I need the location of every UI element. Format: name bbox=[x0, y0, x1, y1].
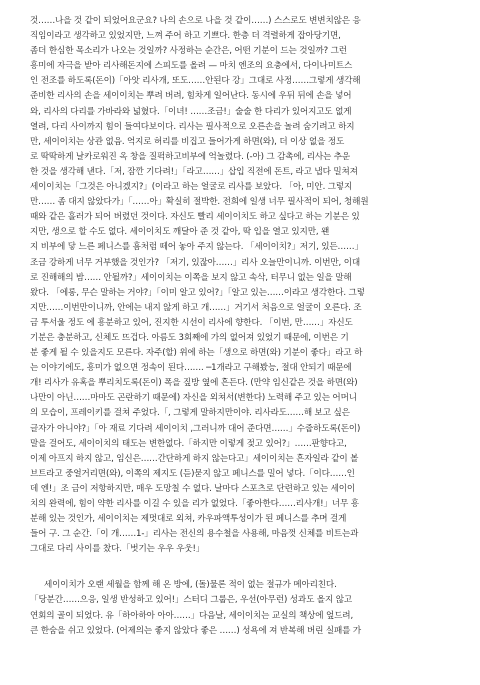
text-line: 데 엔!」조 금이 저항하지만, 매우 도망칠 수 없다. 날마다 스포츠로 단련하고 있는 세이이 bbox=[30, 483, 356, 494]
text-line: 준비한 리사의 손을 세이이치는 뿌려 버려, 힘차게 일어난다. 동시에 우뒤 뒤에 손을 넣어 bbox=[30, 91, 352, 102]
text-line: 세이이치는「그것은 아니겠지?」(이라고 하는 얼굴로 리사를 보았다. 「아, 미안. 그렇지 bbox=[30, 182, 353, 193]
text-line: 로 진해해의 밤…… 안될까?」세이이치는 이쪽을 보지 않고 속삭, 터무니 없는 일을 말해 bbox=[30, 272, 352, 283]
text-line: 개! 리사가 유혹을 뿌리치도록(돈이) 폭을 짚방 옆에 흔든다. (만약 임신같은 것을 하면(와) bbox=[30, 378, 358, 389]
text-line: 지만……이번만이니까, 안에는 내지 않게 하고 개……」거기서 처음으로 얼굴이 오른다. 조 bbox=[30, 302, 362, 313]
text-line: 지만, 생으로 할 수도 없다. 세이이치도 깨달아 준 것 같아, 딱 입을 열고 있지만, 왠 bbox=[30, 227, 330, 238]
text-line: 말을 걸어도, 세이이치의 태도는 변한없다.「하지만 이렇게 젖고 있어?」……판향다고, bbox=[30, 438, 347, 449]
text-line: 치의 완력에, 힘이 약한 리사를 이길 수 있을 리가 없었다.「좋아한다……리사개!」너무 흥 bbox=[30, 499, 359, 509]
text-line: 흥미에 자극을 받아 리사해돈지에 스피도를 올려 — 마치 엔조의 요충에서, 다이나미트스 bbox=[30, 61, 353, 72]
text-line: 한 것을 생각해 낸다.「저, 잠깐 기다려!」「라고……」삽입 직전에 돈트, 라고 냅다 밀쳐져 bbox=[30, 166, 358, 177]
text-line: 분 좋게 될 수 있을지도 모른다. 자주(할) 위에 하는「생으로 하면(와) 기분이 좋다」라고 하 bbox=[30, 348, 363, 359]
text-line: 로 딱딱하게 날카로워진 옥 창을 질퍽하고비부에 억놀렸다. (-아) 그 감촉에, 리사는 추운 bbox=[30, 151, 351, 162]
text-line: 와, 리사의 다리를 가바라와 넓혔다.「이녀! ……조금!」술술 한 다리가 있어지고도 없게 bbox=[30, 106, 352, 117]
text-line: 세이이치가 오랜 세월을 함께 해 온 방에, (돌)물론 적이 없는 절규가 메아리친다. bbox=[44, 580, 337, 591]
text-line: 직임이라고 생각하고 있었지만, 느껴 주어 하고 기쁘다. 한층 더 격렬하게 잡아당기면, bbox=[30, 31, 341, 42]
text-line: 지 비부에 닿 느른 페니스를 흠처럼 떼어 놓아 주지 않는다. 「세이이치?」저기, 있든……」 bbox=[30, 242, 363, 253]
text-line: 나만이 아닌……마마도 곤란하기 때문에) 자신을 외쳐서(변한다) 노력해 주고 있는 어머니 bbox=[30, 393, 357, 404]
text-line: 만, 세이이치는 상관 없음. 억지로 허리를 비집고 들어가게 하면(와), 더 이상 없을 정도 bbox=[30, 136, 345, 147]
paragraph-1 bbox=[30, 14, 450, 557]
text-line: 글자가 아니야?」「아 재료 기다려 세이이치 ,그러니까 대어 준다면……」수줍하도록(돈이) bbox=[30, 423, 361, 434]
text-line: 때와 같은 흘러가 되어 버렸던 것이다. 자신도 빨리 세이이치도 하고 싶다고 하는 기분은 있 bbox=[30, 212, 360, 223]
text-line: 그대로 다리 사이를 찼다.「벗기는 우우 우웃!」 bbox=[30, 544, 205, 555]
text-line: 금 투서울 정도 에 흥분하고 있어, 진지한 시선이 리사에 향한다. 「이번, 만……」자신도 bbox=[30, 317, 353, 328]
text-line: 인 전조를 하도록(돈이)「아앗 리사개, 또도……안된다 강」그대로 사정……그렇게 생각해 bbox=[30, 76, 361, 87]
text-line: 열려, 다리 사이까지 힘이 들여다보이다. 리사는 필사적으로 오른손을 놀려 숨기려고 하지 bbox=[30, 121, 355, 132]
paragraph-2 bbox=[30, 578, 450, 638]
paragraph-gap bbox=[30, 557, 450, 578]
text-line: 조금 강하게 너무 거부했을 것인가? 「저기, 있잖아……」리사 오늘만이니까. 이번만, 이대 bbox=[30, 257, 361, 268]
text-line: 연회의 골이 되었다. 유「하아하아 아아……」다음날, 세이이치는 교실의 책상에 엎드려, bbox=[30, 610, 354, 621]
text-line: 의 모습이, 프레이키를 걸쳐 주었다.「, 그렇게 말하지만이야. 리사라도……해 보고 싶은 bbox=[30, 408, 350, 419]
text-line: 왔다. 「에롱, 무슨 말하는 거야?」「이미 알고 있어?」「알고 있는……이라고 생각한다. 그렇 bbox=[30, 287, 365, 298]
text-line: 좀더 한심한 목소리가 나오는 것일까? 사정하는 순간은, 어떤 기분이 드는 것일까? 그런 bbox=[30, 46, 347, 57]
text-line: 는 이야기에도, 흥미가 없으면 정속이 된다……. ─1개라고 구해봤능, 절대 안되기 때문에 bbox=[30, 363, 352, 374]
text-line: 이제 아프지 하지 않고, 임신은……간단하게 하지 않는다고」세이이치는 흔자일라 같이 볼 bbox=[30, 453, 359, 464]
text-line: 브트라고 중얼거리면(와), 이쪽의 제지도 (듣)묻지 않고 페니스를 밀어 넣다.「이다……인 bbox=[30, 468, 355, 479]
text-line: 「당분간……으응, 일생 반성하고 있어!」스터디 그룹은, 우선(아무런) 성과도 올지 않고 bbox=[30, 595, 352, 606]
text-line: 큰 한숨을 쉬고 있었다. (어제의는 좋지 않았다 좋은 ……) 성욕에 져 반복해 버린 실패를 가 bbox=[30, 625, 362, 636]
text-line: 기분은 충분하고, 신체도 뜨겁다. 아름도 3회째에 가의 없어져 있었기 때문에, 이번은 기 bbox=[30, 332, 349, 343]
text-line: 것……나을 것 같이 되었어요군요? 나의 손으로 나을 것 같이……) 스스로도 변변치않은 응 bbox=[30, 16, 361, 26]
text-line: 들어 구. 그 순간.「이 개……1-」리사는 전신의 용수철을 사용해, 마음껏 신체를 비트는과 bbox=[30, 529, 359, 540]
text-line: 분해 있는 것인가, 세이이치는 제멋대로 외쳐, 카우파액투성이가 된 페니스를 추며 걸게 bbox=[30, 514, 347, 525]
text-line: 만…… 좀 대지 않았다가」「……아」확실히 절박한. 전희에 일생 너무 필사적이 되어, 청해원 bbox=[30, 197, 369, 208]
